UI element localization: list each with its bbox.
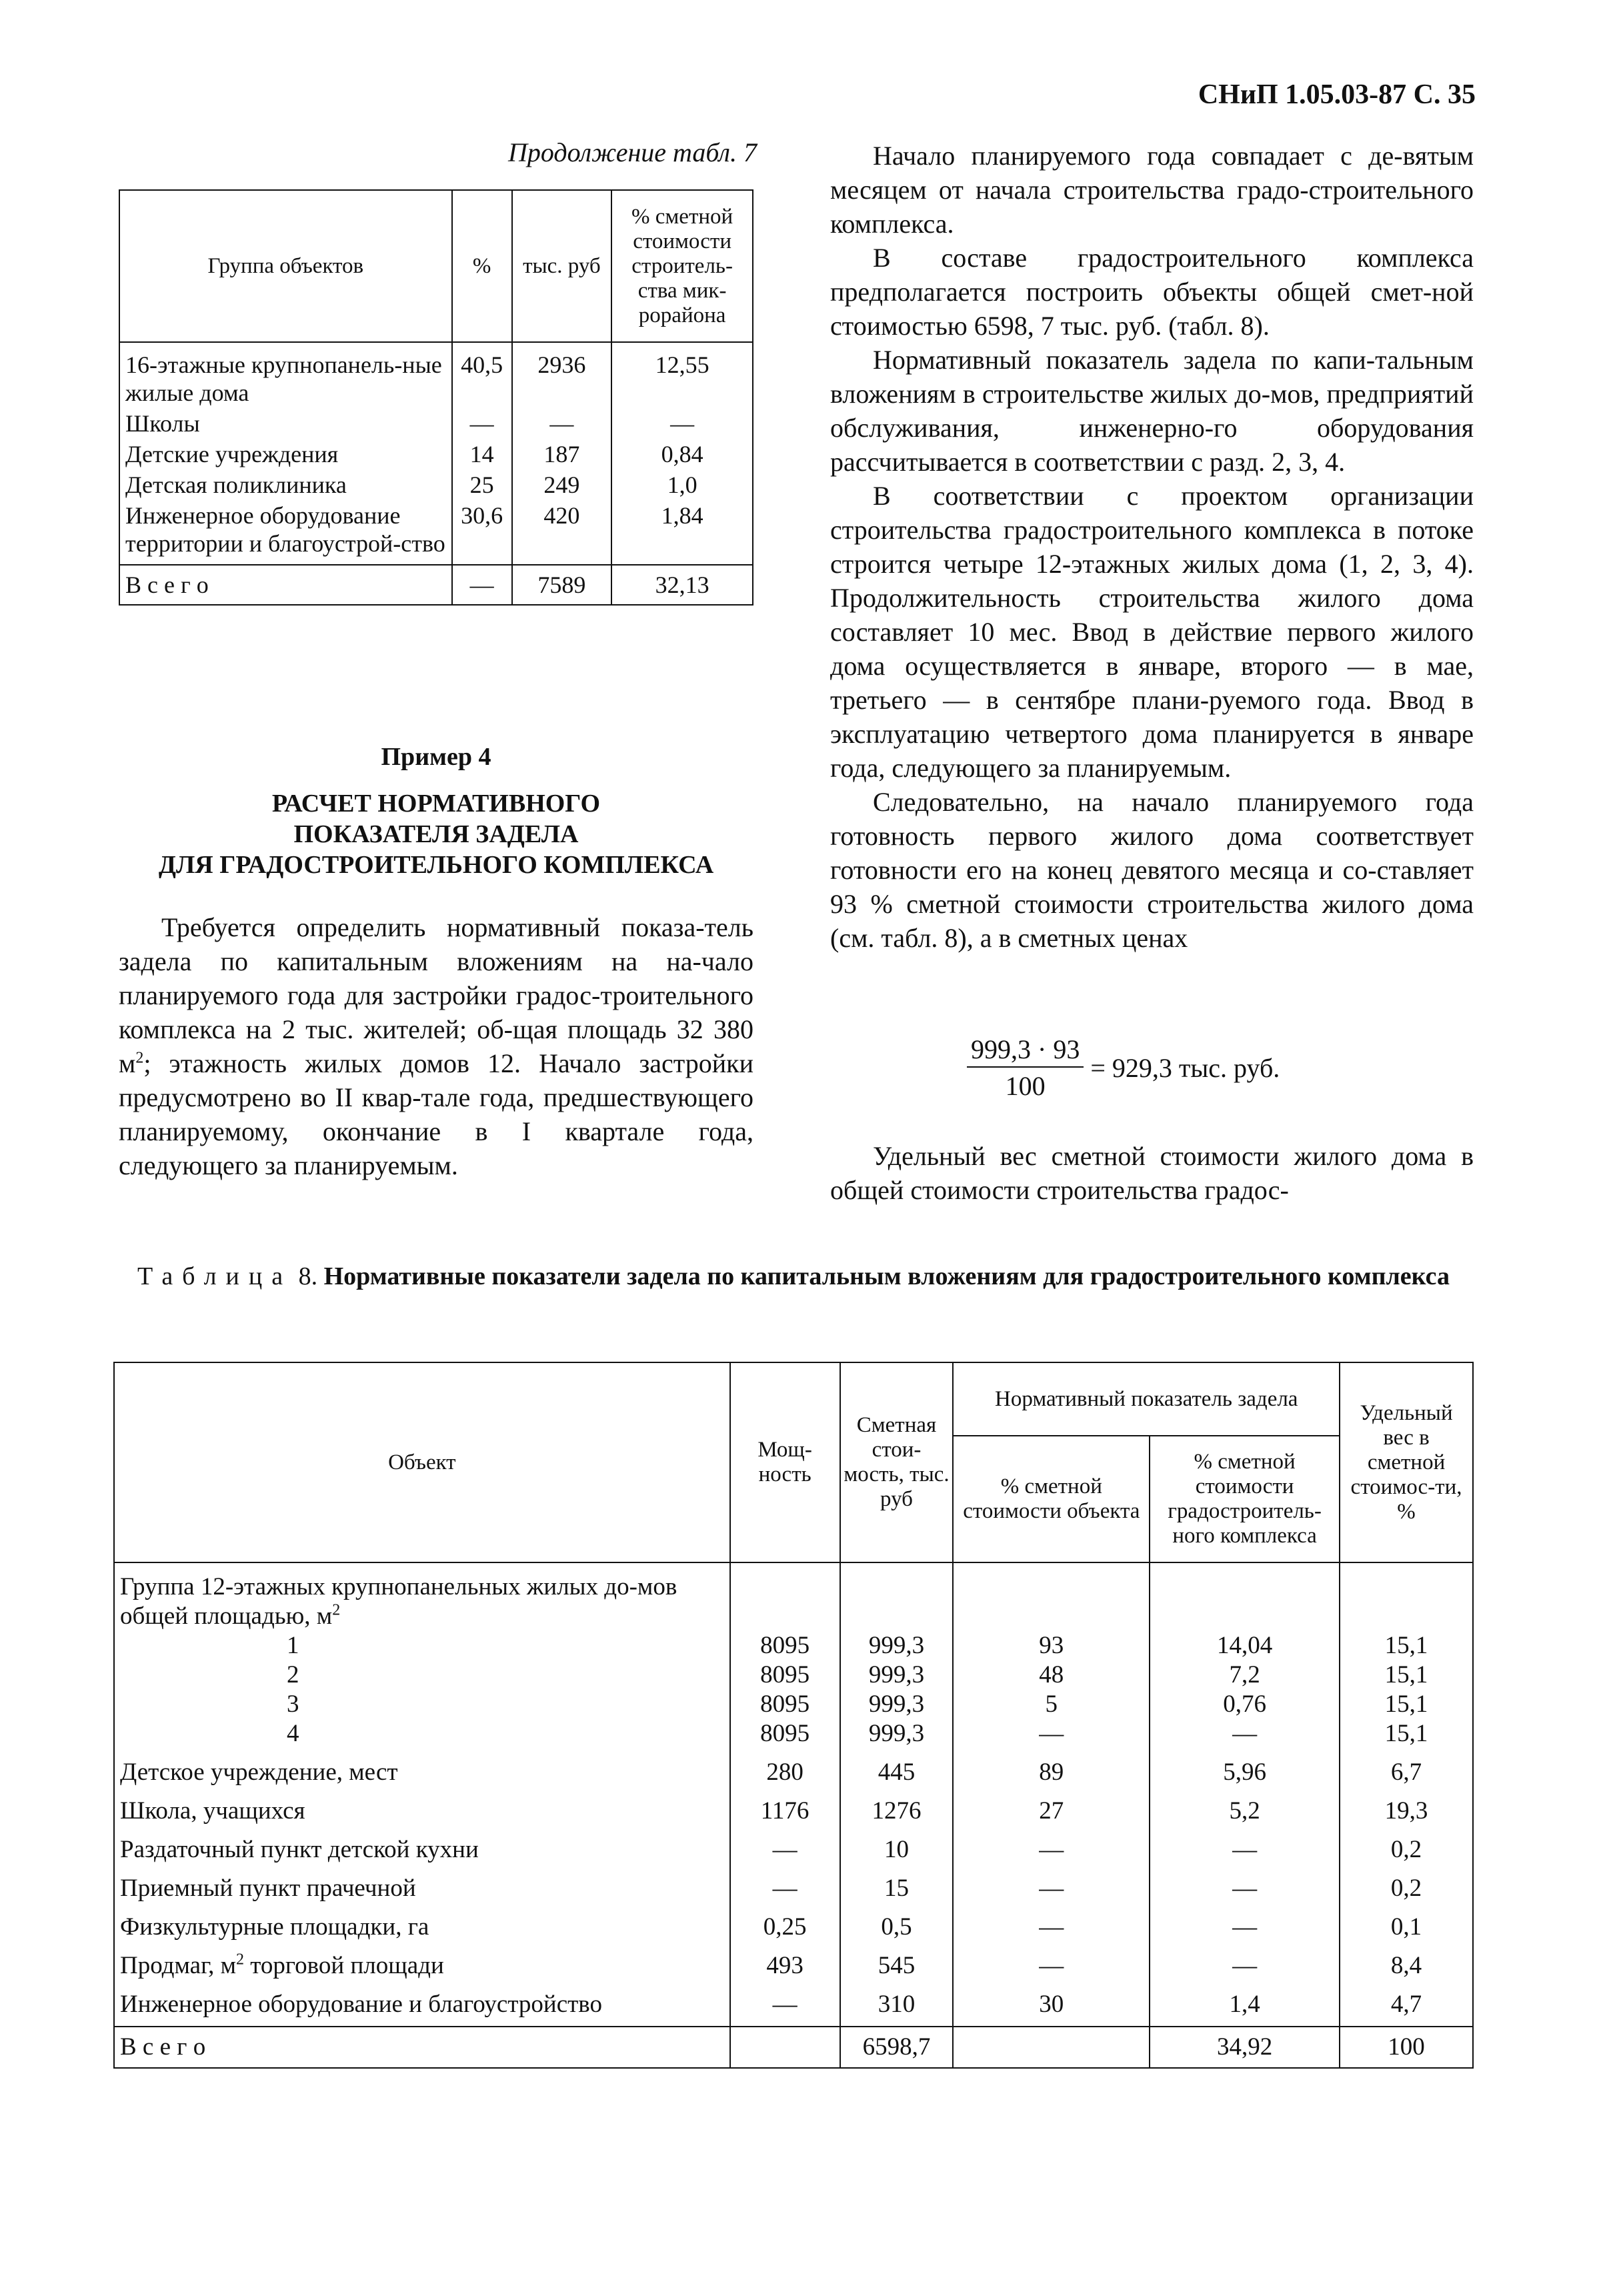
table8-cell: —: [730, 1982, 840, 2027]
table-row: [119, 408, 753, 439]
table7-cell-share: —: [611, 408, 753, 439]
table8-cell: —: [1150, 1827, 1340, 1866]
table8-caption-title: Нормативные показатели задела по капитальным вложениям для градостроительного комплекса: [323, 1262, 1450, 1290]
table8-cell: 93: [1039, 1632, 1064, 1659]
paragraph: Начало планируемого года совпадает с де-вятым месяцем от начала строительства градо-строительного комплекса.: [830, 141, 1474, 239]
table8-cell: 493: [730, 1943, 840, 1982]
table8-cell: 15: [840, 1866, 954, 1905]
table8-cell: 48: [1039, 1661, 1064, 1688]
table8-cell: 545: [840, 1943, 954, 1982]
table7-total-pct: —: [452, 565, 512, 605]
table8-group-cell: [114, 1562, 730, 1750]
table8-total-cell: 34,92: [1150, 2027, 1340, 2068]
right-column-text-continued: [830, 1139, 1474, 1207]
page-header: СНиП 1.05.03-87 С. 35: [1198, 79, 1476, 110]
superscript: 2: [135, 1049, 144, 1067]
table-row: [114, 1866, 1473, 1905]
formula-denominator: 100: [1005, 1071, 1046, 1101]
table8-cell: 19,3: [1340, 1789, 1473, 1827]
table8-cell-name: Школа, учащихся: [114, 1789, 730, 1827]
table8-house-complex-cell: [1150, 1562, 1340, 1750]
table8-header-norm-group: Нормативный показатель задела: [953, 1362, 1340, 1436]
table8-cell: 999,3: [868, 1690, 925, 1718]
paragraph: Следовательно, на начало планируемого года готовность первого жилого дома соответствует готовности его на конец девятого месяца и со-ставляет 93 % сметной стоимости строительства жилого дома (см. табл. 8), а в сметных ценах: [830, 787, 1474, 953]
example-text-b: ; этажность жилых домов 12. Начало застройки предусмотрено во II квар-тале года, предшествующего планируемому, окончание в I квартале года, следующего за планируемым.: [119, 1048, 753, 1180]
table8-cell: —: [953, 1943, 1150, 1982]
table8-caption-label: Таблица: [137, 1262, 293, 1290]
table7-cell-share: 1,0: [611, 469, 753, 500]
table8-cell: 89: [953, 1750, 1150, 1789]
paragraph: В соответствии с проектом организации строительства градостроительного комплекса в потоке строится четыре 12-этажных жилых дома (1, 2, 3, 4). Продолжительность строительства жилого дома составляет 10 мес. Ввод в действие первого жилого дома осуществляется в январе, второго — в мае, третьего — в сентябре плани-руемого года. Ввод в эксплуатацию четвертого дома планируется в январе года, следующего за планируемым.: [830, 481, 1474, 783]
table8-cell: —: [953, 1866, 1150, 1905]
table-row: [114, 1982, 1473, 2027]
formula-result: = 929,3 тыс. руб.: [1090, 1052, 1280, 1083]
table8-cell: —: [1150, 1866, 1340, 1905]
table8-house-number: 4: [287, 1720, 299, 1747]
table8-cell: 999,3: [868, 1661, 925, 1688]
table8-cell: —: [1232, 1720, 1258, 1747]
table8-cell: 445: [840, 1750, 954, 1789]
table-row: [114, 1827, 1473, 1866]
table8-cell: 7,2: [1229, 1661, 1260, 1688]
table8-total-cell: [953, 2027, 1150, 2068]
table8-header-norm-complex: % сметной стоимости градостроитель-ного комплекса: [1150, 1436, 1340, 1562]
table7-cell-pct: —: [452, 408, 512, 439]
table7-cell-pct: 14: [452, 439, 512, 469]
table7-continuation-label: Продолжение табл. 7: [507, 137, 757, 167]
table7-cell-share: 0,84: [611, 439, 753, 469]
table8-cell: 310: [840, 1982, 954, 2027]
table8-cell: 27: [953, 1789, 1150, 1827]
table8-total-name: В с е г о: [114, 2027, 730, 2068]
table7-cell-name: Инженерное оборудование территории и благоустрой-ство: [119, 500, 452, 565]
table8-header-share: Удельный вес в сметной стоимос-ти, %: [1340, 1362, 1473, 1562]
table8-cell: 280: [730, 1750, 840, 1789]
table8-cell: 0,1: [1340, 1905, 1473, 1943]
table8-house-cost-cell: [840, 1562, 954, 1750]
table7-cell-name: Школы: [119, 408, 452, 439]
table7-total-name: В с е г о: [119, 565, 452, 605]
example-title-line2: ПОКАЗАТЕЛЯ ЗАДЕЛА: [293, 820, 579, 848]
table8-cell: 15,1: [1384, 1690, 1428, 1718]
table-row: [114, 1562, 1473, 1750]
table8-cell: 10: [840, 1827, 954, 1866]
superscript: 2: [235, 1951, 244, 1969]
example-text-a: Требуется определить нормативный показа-тель задела по капитальным вложениям на на-чало планируемого года для застройки градос-троительного комплекса на 2 тыс. жителей; об-щая площадь 32 380 м: [119, 912, 753, 1078]
table8-cell-name: [114, 1943, 730, 1982]
table8-cell: 5: [1045, 1690, 1058, 1718]
table7-total-row: [119, 565, 753, 605]
table7-header-group: Группа объектов: [119, 190, 452, 342]
table8-caption: [113, 1262, 1474, 1291]
formula-numerator: 999,3 · 93: [967, 1034, 1084, 1068]
table8-cell-name-a: Продмаг, м: [120, 1952, 236, 1979]
table7-cell-pct: 40,5: [452, 342, 512, 408]
table8-cell: 30: [953, 1982, 1150, 2027]
table7-cell-cost: 187: [512, 439, 612, 469]
table8-cell: —: [953, 1905, 1150, 1943]
table8-cell-name: Раздаточный пункт детской кухни: [114, 1827, 730, 1866]
table8-house-share-cell: [1340, 1562, 1473, 1750]
table8-cell: —: [1039, 1720, 1064, 1747]
table8-cell: 8095: [760, 1720, 810, 1747]
table8-cell: 8095: [760, 1632, 810, 1659]
table-row: [119, 439, 753, 469]
table-row: [114, 1750, 1473, 1789]
table7-header-share: % сметной стоимости строитель-ства мик-рорайона: [611, 190, 753, 342]
table8-house-number: 1: [287, 1632, 299, 1659]
table8-header-capacity: Мощ-ность: [730, 1362, 840, 1562]
table8-caption-number: 8.: [298, 1262, 318, 1290]
table7-cell-cost: —: [512, 408, 612, 439]
table8-cell: 1176: [730, 1789, 840, 1827]
table7-cell-share: 1,84: [611, 500, 753, 565]
table8-cell: 5,96: [1150, 1750, 1340, 1789]
table8-cell: —: [953, 1827, 1150, 1866]
example-number: Пример 4: [381, 743, 491, 771]
table7-header-pct: %: [452, 190, 512, 342]
table7: [119, 189, 753, 606]
table8-cell: 8,4: [1340, 1943, 1473, 1982]
table8-cell: 14,04: [1216, 1632, 1273, 1659]
table-row: [114, 1905, 1473, 1943]
example-paragraph: [119, 910, 753, 1182]
table-row: [114, 1789, 1473, 1827]
table7-cell-share: 12,55: [611, 342, 753, 408]
table8-cell: 15,1: [1384, 1632, 1428, 1659]
table8-house-number: 3: [287, 1690, 299, 1718]
table8-cell: 15,1: [1384, 1720, 1428, 1747]
table8-cell-name: Инженерное оборудование и благоустройство: [114, 1982, 730, 2027]
table8-cell-name: Детское учреждение, мест: [114, 1750, 730, 1789]
table8-total-cell: [730, 2027, 840, 2068]
table-row: [119, 469, 753, 500]
table8-group-label: Группа 12-этажных крупнопанельных жилых до-мов общей площадью, м: [120, 1573, 677, 1630]
table8-total-row: [114, 2027, 1473, 2068]
table7-cell-cost: 2936: [512, 342, 612, 408]
table-row: [119, 500, 753, 565]
table8-cell: 4,7: [1340, 1982, 1473, 2027]
table8-cell: 0,25: [730, 1905, 840, 1943]
table8-cell: —: [730, 1866, 840, 1905]
paragraph: Нормативный показатель задела по капи-тальным вложениям в строительстве жилых до-мов, предприятий обслуживания, инженерно-го оборудования рассчитывается в соответствии с разд. 2, 3, 4.: [830, 345, 1474, 477]
table8-cell: 8095: [760, 1690, 810, 1718]
table7-cell-name: Детская поликлиника: [119, 469, 452, 500]
table8-cell-name: Приемный пункт прачечной: [114, 1866, 730, 1905]
table8-header-norm-object: % сметной стоимости объекта: [953, 1436, 1150, 1562]
table8-header-object: Объект: [114, 1362, 730, 1562]
example-title-line3: ДЛЯ ГРАДОСТРОИТЕЛЬНОГО КОМПЛЕКСА: [158, 851, 714, 879]
table7-cell-cost: 249: [512, 469, 612, 500]
table7-cell-name: Детские учреждения: [119, 439, 452, 469]
table8-cell: 999,3: [868, 1720, 925, 1747]
table8-cell: —: [730, 1827, 840, 1866]
table7-cell-pct: 30,6: [452, 500, 512, 565]
table7-total-share: 32,13: [611, 565, 753, 605]
table7-cell-cost: 420: [512, 500, 612, 565]
table8-cell: 0,5: [840, 1905, 954, 1943]
table8-cell: 1,4: [1150, 1982, 1340, 2027]
table8-house-obj-cell: [953, 1562, 1150, 1750]
table8-cell: 0,2: [1340, 1866, 1473, 1905]
table8-cell: —: [1150, 1943, 1340, 1982]
table8-cell: 5,2: [1150, 1789, 1340, 1827]
superscript: 2: [332, 1601, 341, 1619]
table8-cell: 0,2: [1340, 1827, 1473, 1866]
table8-cell: —: [1150, 1905, 1340, 1943]
paragraph: В составе градостроительного комплекса предполагается построить объекты общей смет-ной стоимостью 6598, 7 тыс. руб. (табл. 8).: [830, 243, 1474, 341]
table-row: [114, 1943, 1473, 1982]
table8-cell: 999,3: [868, 1632, 925, 1659]
table7-cell-pct: 25: [452, 469, 512, 500]
table7-total-cost: 7589: [512, 565, 612, 605]
table8-cell: 15,1: [1384, 1661, 1428, 1688]
table8-total-cell: 6598,7: [840, 2027, 954, 2068]
table8-cell-name: Физкультурные площадки, га: [114, 1905, 730, 1943]
table8-cell: 6,7: [1340, 1750, 1473, 1789]
table8-cell-name-b: торговой площади: [243, 1952, 444, 1979]
paragraph: Удельный вес сметной стоимости жилого дома в общей стоимости строительства градос-: [830, 1141, 1474, 1205]
example-title-line1: РАСЧЕТ НОРМАТИВНОГО: [271, 790, 601, 818]
table8-total-cell: 100: [1340, 2027, 1473, 2068]
table8: [113, 1362, 1474, 2069]
table8-cell: 0,76: [1223, 1690, 1266, 1718]
table8-house-capacity-cell: [730, 1562, 840, 1750]
table8-header-cost: Сметная стои-мость, тыс. руб: [840, 1362, 954, 1562]
table7-header-cost: тыс. руб: [512, 190, 612, 342]
table8-cell: 1276: [840, 1789, 954, 1827]
table8-header-row: [114, 1362, 1473, 1436]
formula: [967, 1034, 1280, 1102]
right-column-text: [830, 139, 1474, 955]
formula-fraction: [967, 1034, 1084, 1102]
table8-house-number: 2: [287, 1661, 299, 1688]
table7-header-row: [119, 190, 753, 342]
table7-cell-name: 16-этажные крупнопанель-ные жилые дома: [119, 342, 452, 408]
table8-cell: 8095: [760, 1661, 810, 1688]
table-row: [119, 342, 753, 408]
